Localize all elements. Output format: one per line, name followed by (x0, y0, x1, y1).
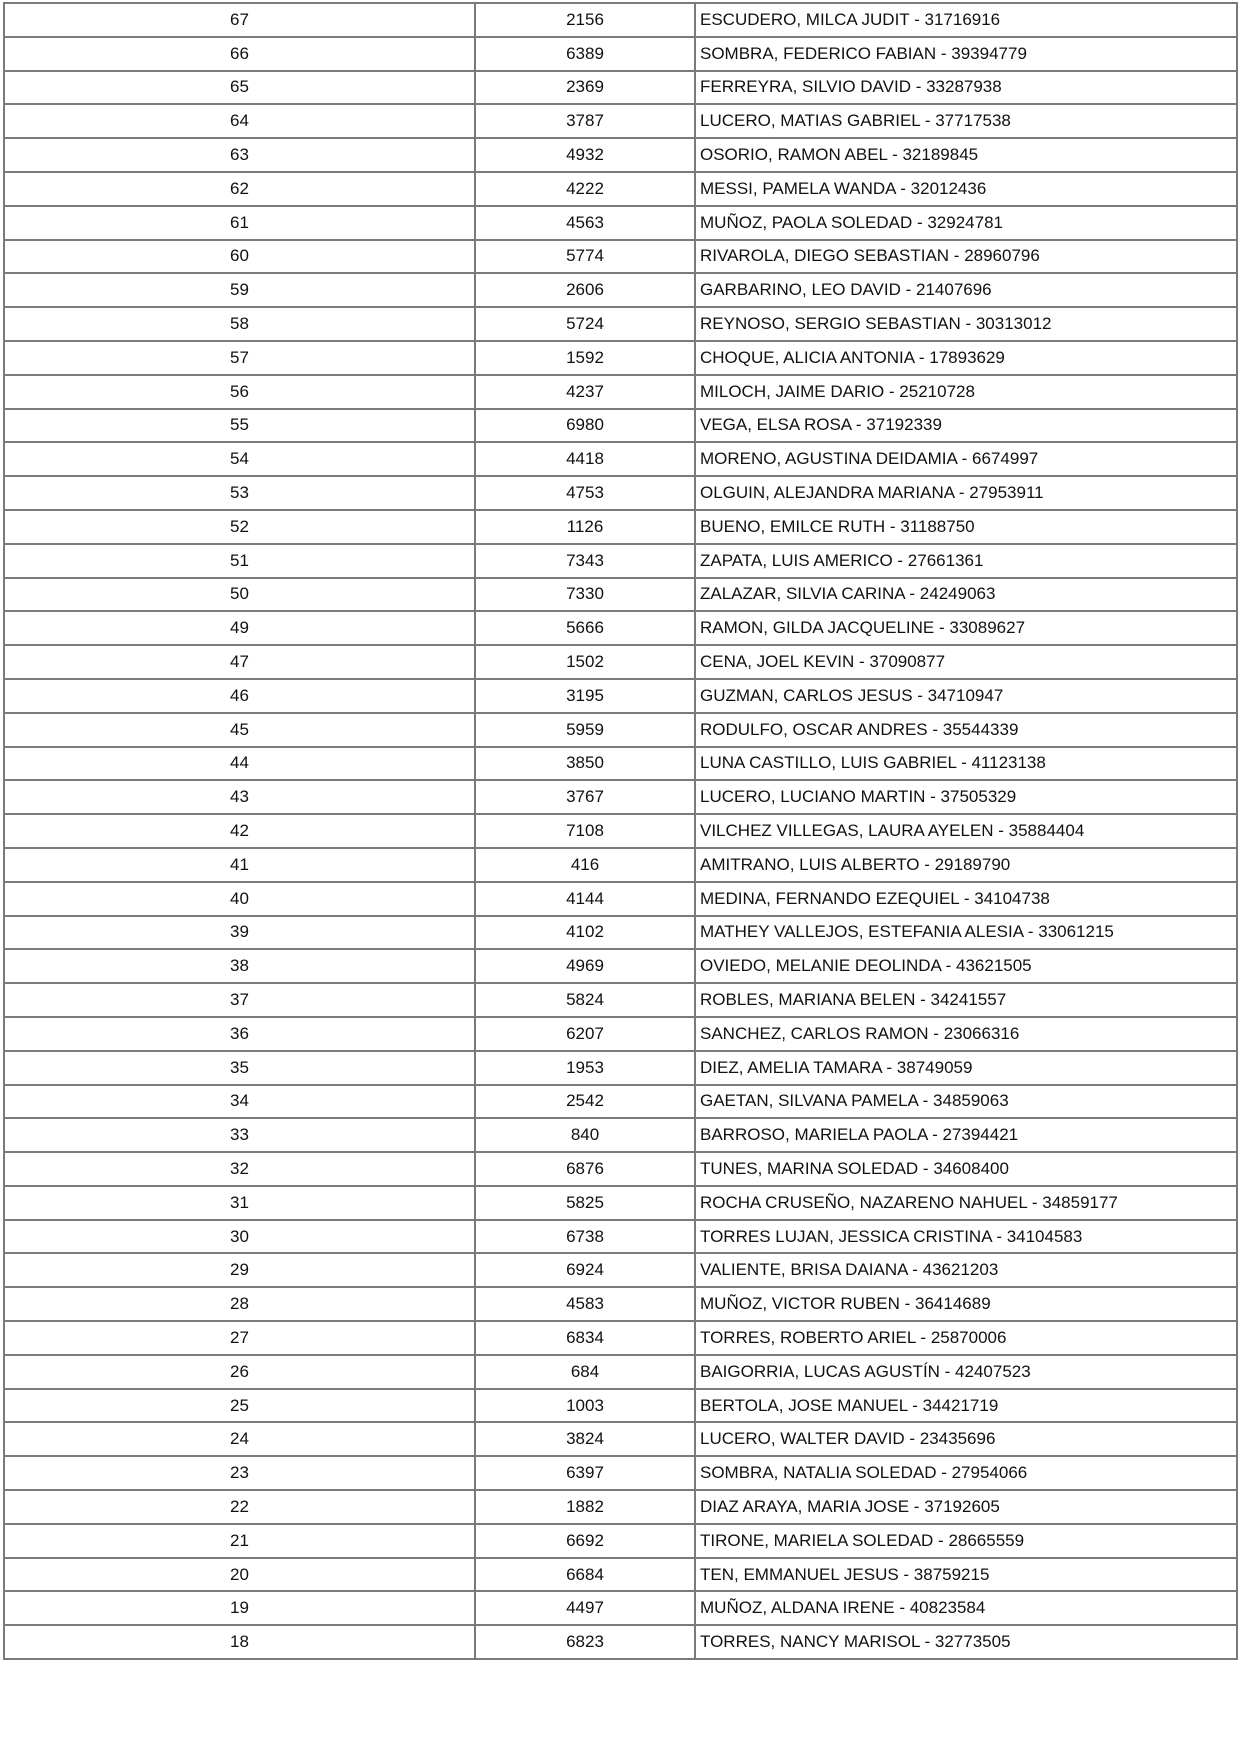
table-row (4, 544, 1237, 578)
name-dni-cell: TUNES, MARINA SOLEDAD - 34608400 (695, 1152, 1237, 1186)
table-row (4, 206, 1237, 240)
order-number-cell: 25 (4, 1389, 475, 1423)
order-number-cell: 26 (4, 1355, 475, 1389)
table-row (4, 37, 1237, 71)
table-row (4, 307, 1237, 341)
code-cell: 4563 (475, 206, 695, 240)
order-number-cell: 24 (4, 1422, 475, 1456)
order-number-cell: 67 (4, 3, 475, 37)
table-row (4, 679, 1237, 713)
order-number-cell: 34 (4, 1085, 475, 1119)
order-number-cell: 58 (4, 307, 475, 341)
order-number-cell: 46 (4, 679, 475, 713)
name-dni-cell: DIAZ ARAYA, MARIA JOSE - 37192605 (695, 1490, 1237, 1524)
name-dni-cell: OLGUIN, ALEJANDRA MARIANA - 27953911 (695, 476, 1237, 510)
name-dni-cell: MUÑOZ, VICTOR RUBEN - 36414689 (695, 1287, 1237, 1321)
table-row (4, 1051, 1237, 1085)
name-dni-cell: LUCERO, WALTER DAVID - 23435696 (695, 1422, 1237, 1456)
code-cell: 3767 (475, 780, 695, 814)
name-dni-cell: DIEZ, AMELIA TAMARA - 38749059 (695, 1051, 1237, 1085)
table-row (4, 983, 1237, 1017)
order-number-cell: 49 (4, 611, 475, 645)
code-cell: 684 (475, 1355, 695, 1389)
code-cell: 4583 (475, 1287, 695, 1321)
table-row (4, 138, 1237, 172)
code-cell: 5824 (475, 983, 695, 1017)
table-row (4, 814, 1237, 848)
code-cell: 6924 (475, 1253, 695, 1287)
code-cell: 6834 (475, 1321, 695, 1355)
name-dni-cell: CHOQUE, ALICIA ANTONIA - 17893629 (695, 341, 1237, 375)
table-row (4, 645, 1237, 679)
table-row (4, 578, 1237, 612)
name-dni-cell: GARBARINO, LEO DAVID - 21407696 (695, 273, 1237, 307)
name-dni-cell: LUCERO, MATIAS GABRIEL - 37717538 (695, 104, 1237, 138)
name-dni-cell: TORRES, ROBERTO ARIEL - 25870006 (695, 1321, 1237, 1355)
name-dni-cell: TORRES LUJAN, JESSICA CRISTINA - 34104583 (695, 1220, 1237, 1254)
order-number-cell: 66 (4, 37, 475, 71)
code-cell: 5825 (475, 1186, 695, 1220)
order-number-cell: 60 (4, 240, 475, 274)
order-number-cell: 21 (4, 1524, 475, 1558)
table-row (4, 172, 1237, 206)
order-number-cell: 35 (4, 1051, 475, 1085)
table-row (4, 1220, 1237, 1254)
code-cell: 4144 (475, 882, 695, 916)
table-row (4, 1186, 1237, 1220)
order-number-cell: 51 (4, 544, 475, 578)
order-number-cell: 33 (4, 1118, 475, 1152)
name-dni-cell: AMITRANO, LUIS ALBERTO - 29189790 (695, 848, 1237, 882)
name-dni-cell: MEDINA, FERNANDO EZEQUIEL - 34104738 (695, 882, 1237, 916)
name-dni-cell: MUÑOZ, ALDANA IRENE - 40823584 (695, 1591, 1237, 1625)
table-row (4, 1558, 1237, 1592)
table-row (4, 747, 1237, 781)
table-row (4, 1085, 1237, 1119)
order-number-cell: 30 (4, 1220, 475, 1254)
order-number-cell: 52 (4, 510, 475, 544)
code-cell: 4753 (475, 476, 695, 510)
order-number-cell: 41 (4, 848, 475, 882)
name-dni-cell: MILOCH, JAIME DARIO - 25210728 (695, 375, 1237, 409)
code-cell: 4102 (475, 916, 695, 950)
table-row (4, 1456, 1237, 1490)
order-number-cell: 31 (4, 1186, 475, 1220)
name-dni-cell: MESSI, PAMELA WANDA - 32012436 (695, 172, 1237, 206)
code-cell: 5774 (475, 240, 695, 274)
name-dni-cell: SOMBRA, FEDERICO FABIAN - 39394779 (695, 37, 1237, 71)
code-cell: 6684 (475, 1558, 695, 1592)
name-dni-cell: ZAPATA, LUIS AMERICO - 27661361 (695, 544, 1237, 578)
table-row (4, 476, 1237, 510)
code-cell: 7330 (475, 578, 695, 612)
order-number-cell: 62 (4, 172, 475, 206)
table-row (4, 442, 1237, 476)
order-number-cell: 65 (4, 71, 475, 105)
code-cell: 6738 (475, 1220, 695, 1254)
order-number-cell: 50 (4, 578, 475, 612)
order-number-cell: 29 (4, 1253, 475, 1287)
table-row (4, 240, 1237, 274)
order-number-cell: 43 (4, 780, 475, 814)
table-row (4, 949, 1237, 983)
order-number-cell: 53 (4, 476, 475, 510)
order-number-cell: 37 (4, 983, 475, 1017)
name-dni-cell: MUÑOZ, PAOLA SOLEDAD - 32924781 (695, 206, 1237, 240)
code-cell: 3824 (475, 1422, 695, 1456)
order-number-cell: 40 (4, 882, 475, 916)
name-dni-cell: REYNOSO, SERGIO SEBASTIAN - 30313012 (695, 307, 1237, 341)
code-cell: 7343 (475, 544, 695, 578)
name-dni-cell: RODULFO, OSCAR ANDRES - 35544339 (695, 713, 1237, 747)
name-dni-cell: RIVAROLA, DIEGO SEBASTIAN - 28960796 (695, 240, 1237, 274)
code-cell: 4932 (475, 138, 695, 172)
code-cell: 5724 (475, 307, 695, 341)
code-cell: 6823 (475, 1625, 695, 1659)
table-row (4, 1490, 1237, 1524)
code-cell: 5959 (475, 713, 695, 747)
name-dni-cell: MATHEY VALLEJOS, ESTEFANIA ALESIA - 33061215 (695, 916, 1237, 950)
table-row (4, 71, 1237, 105)
order-number-cell: 57 (4, 341, 475, 375)
code-cell: 6692 (475, 1524, 695, 1558)
code-cell: 840 (475, 1118, 695, 1152)
order-number-cell: 45 (4, 713, 475, 747)
order-number-cell: 63 (4, 138, 475, 172)
code-cell: 1592 (475, 341, 695, 375)
ranking-table (3, 2, 1238, 1660)
table-row (4, 848, 1237, 882)
order-number-cell: 28 (4, 1287, 475, 1321)
table-row (4, 409, 1237, 443)
name-dni-cell: SANCHEZ, CARLOS RAMON - 23066316 (695, 1017, 1237, 1051)
code-cell: 3787 (475, 104, 695, 138)
name-dni-cell: LUNA CASTILLO, LUIS GABRIEL - 41123138 (695, 747, 1237, 781)
table-row (4, 1321, 1237, 1355)
name-dni-cell: BERTOLA, JOSE MANUEL - 34421719 (695, 1389, 1237, 1423)
table-row (4, 1152, 1237, 1186)
name-dni-cell: LUCERO, LUCIANO MARTIN - 37505329 (695, 780, 1237, 814)
code-cell: 2606 (475, 273, 695, 307)
table-row (4, 1118, 1237, 1152)
table-row (4, 713, 1237, 747)
code-cell: 6397 (475, 1456, 695, 1490)
table-row (4, 341, 1237, 375)
name-dni-cell: GUZMAN, CARLOS JESUS - 34710947 (695, 679, 1237, 713)
order-number-cell: 38 (4, 949, 475, 983)
table-row (4, 780, 1237, 814)
code-cell: 1502 (475, 645, 695, 679)
order-number-cell: 39 (4, 916, 475, 950)
code-cell: 4969 (475, 949, 695, 983)
order-number-cell: 27 (4, 1321, 475, 1355)
order-number-cell: 54 (4, 442, 475, 476)
name-dni-cell: BUENO, EMILCE RUTH - 31188750 (695, 510, 1237, 544)
name-dni-cell: FERREYRA, SILVIO DAVID - 33287938 (695, 71, 1237, 105)
table-row (4, 510, 1237, 544)
order-number-cell: 44 (4, 747, 475, 781)
order-number-cell: 42 (4, 814, 475, 848)
name-dni-cell: TIRONE, MARIELA SOLEDAD - 28665559 (695, 1524, 1237, 1558)
code-cell: 416 (475, 848, 695, 882)
table-row (4, 1017, 1237, 1051)
code-cell: 1003 (475, 1389, 695, 1423)
order-number-cell: 64 (4, 104, 475, 138)
code-cell: 4418 (475, 442, 695, 476)
order-number-cell: 32 (4, 1152, 475, 1186)
code-cell: 6389 (475, 37, 695, 71)
code-cell: 6876 (475, 1152, 695, 1186)
order-number-cell: 36 (4, 1017, 475, 1051)
name-dni-cell: SOMBRA, NATALIA SOLEDAD - 27954066 (695, 1456, 1237, 1490)
name-dni-cell: VILCHEZ VILLEGAS, LAURA AYELEN - 35884404 (695, 814, 1237, 848)
order-number-cell: 19 (4, 1591, 475, 1625)
name-dni-cell: CENA, JOEL KEVIN - 37090877 (695, 645, 1237, 679)
table-row (4, 273, 1237, 307)
code-cell: 6980 (475, 409, 695, 443)
table-row (4, 1253, 1237, 1287)
table-row (4, 375, 1237, 409)
code-cell: 2369 (475, 71, 695, 105)
table-row (4, 1287, 1237, 1321)
order-number-cell: 47 (4, 645, 475, 679)
name-dni-cell: OSORIO, RAMON ABEL - 32189845 (695, 138, 1237, 172)
code-cell: 4237 (475, 375, 695, 409)
order-number-cell: 23 (4, 1456, 475, 1490)
name-dni-cell: GAETAN, SILVANA PAMELA - 34859063 (695, 1085, 1237, 1119)
name-dni-cell: RAMON, GILDA JACQUELINE - 33089627 (695, 611, 1237, 645)
order-number-cell: 55 (4, 409, 475, 443)
order-number-cell: 59 (4, 273, 475, 307)
order-number-cell: 61 (4, 206, 475, 240)
name-dni-cell: TEN, EMMANUEL JESUS - 38759215 (695, 1558, 1237, 1592)
table-row (4, 1422, 1237, 1456)
table-row (4, 3, 1237, 37)
name-dni-cell: TORRES, NANCY MARISOL - 32773505 (695, 1625, 1237, 1659)
order-number-cell: 18 (4, 1625, 475, 1659)
name-dni-cell: VALIENTE, BRISA DAIANA - 43621203 (695, 1253, 1237, 1287)
code-cell: 3195 (475, 679, 695, 713)
name-dni-cell: BARROSO, MARIELA PAOLA - 27394421 (695, 1118, 1237, 1152)
table-row (4, 1355, 1237, 1389)
code-cell: 3850 (475, 747, 695, 781)
name-dni-cell: BAIGORRIA, LUCAS AGUSTÍN - 42407523 (695, 1355, 1237, 1389)
code-cell: 2542 (475, 1085, 695, 1119)
table-row (4, 611, 1237, 645)
name-dni-cell: ZALAZAR, SILVIA CARINA - 24249063 (695, 578, 1237, 612)
ranking-table-body (4, 3, 1237, 1659)
name-dni-cell: MORENO, AGUSTINA DEIDAMIA - 6674997 (695, 442, 1237, 476)
table-row (4, 1524, 1237, 1558)
order-number-cell: 20 (4, 1558, 475, 1592)
table-row (4, 1625, 1237, 1659)
name-dni-cell: VEGA, ELSA ROSA - 37192339 (695, 409, 1237, 443)
code-cell: 4497 (475, 1591, 695, 1625)
order-number-cell: 56 (4, 375, 475, 409)
code-cell: 2156 (475, 3, 695, 37)
name-dni-cell: ROBLES, MARIANA BELEN - 34241557 (695, 983, 1237, 1017)
code-cell: 5666 (475, 611, 695, 645)
name-dni-cell: ESCUDERO, MILCA JUDIT - 31716916 (695, 3, 1237, 37)
table-row (4, 1591, 1237, 1625)
name-dni-cell: ROCHA CRUSEÑO, NAZARENO NAHUEL - 34859177 (695, 1186, 1237, 1220)
order-number-cell: 22 (4, 1490, 475, 1524)
table-row (4, 882, 1237, 916)
code-cell: 1126 (475, 510, 695, 544)
table-row (4, 104, 1237, 138)
table-row (4, 1389, 1237, 1423)
name-dni-cell: OVIEDO, MELANIE DEOLINDA - 43621505 (695, 949, 1237, 983)
code-cell: 4222 (475, 172, 695, 206)
table-row (4, 916, 1237, 950)
code-cell: 6207 (475, 1017, 695, 1051)
code-cell: 7108 (475, 814, 695, 848)
code-cell: 1882 (475, 1490, 695, 1524)
code-cell: 1953 (475, 1051, 695, 1085)
